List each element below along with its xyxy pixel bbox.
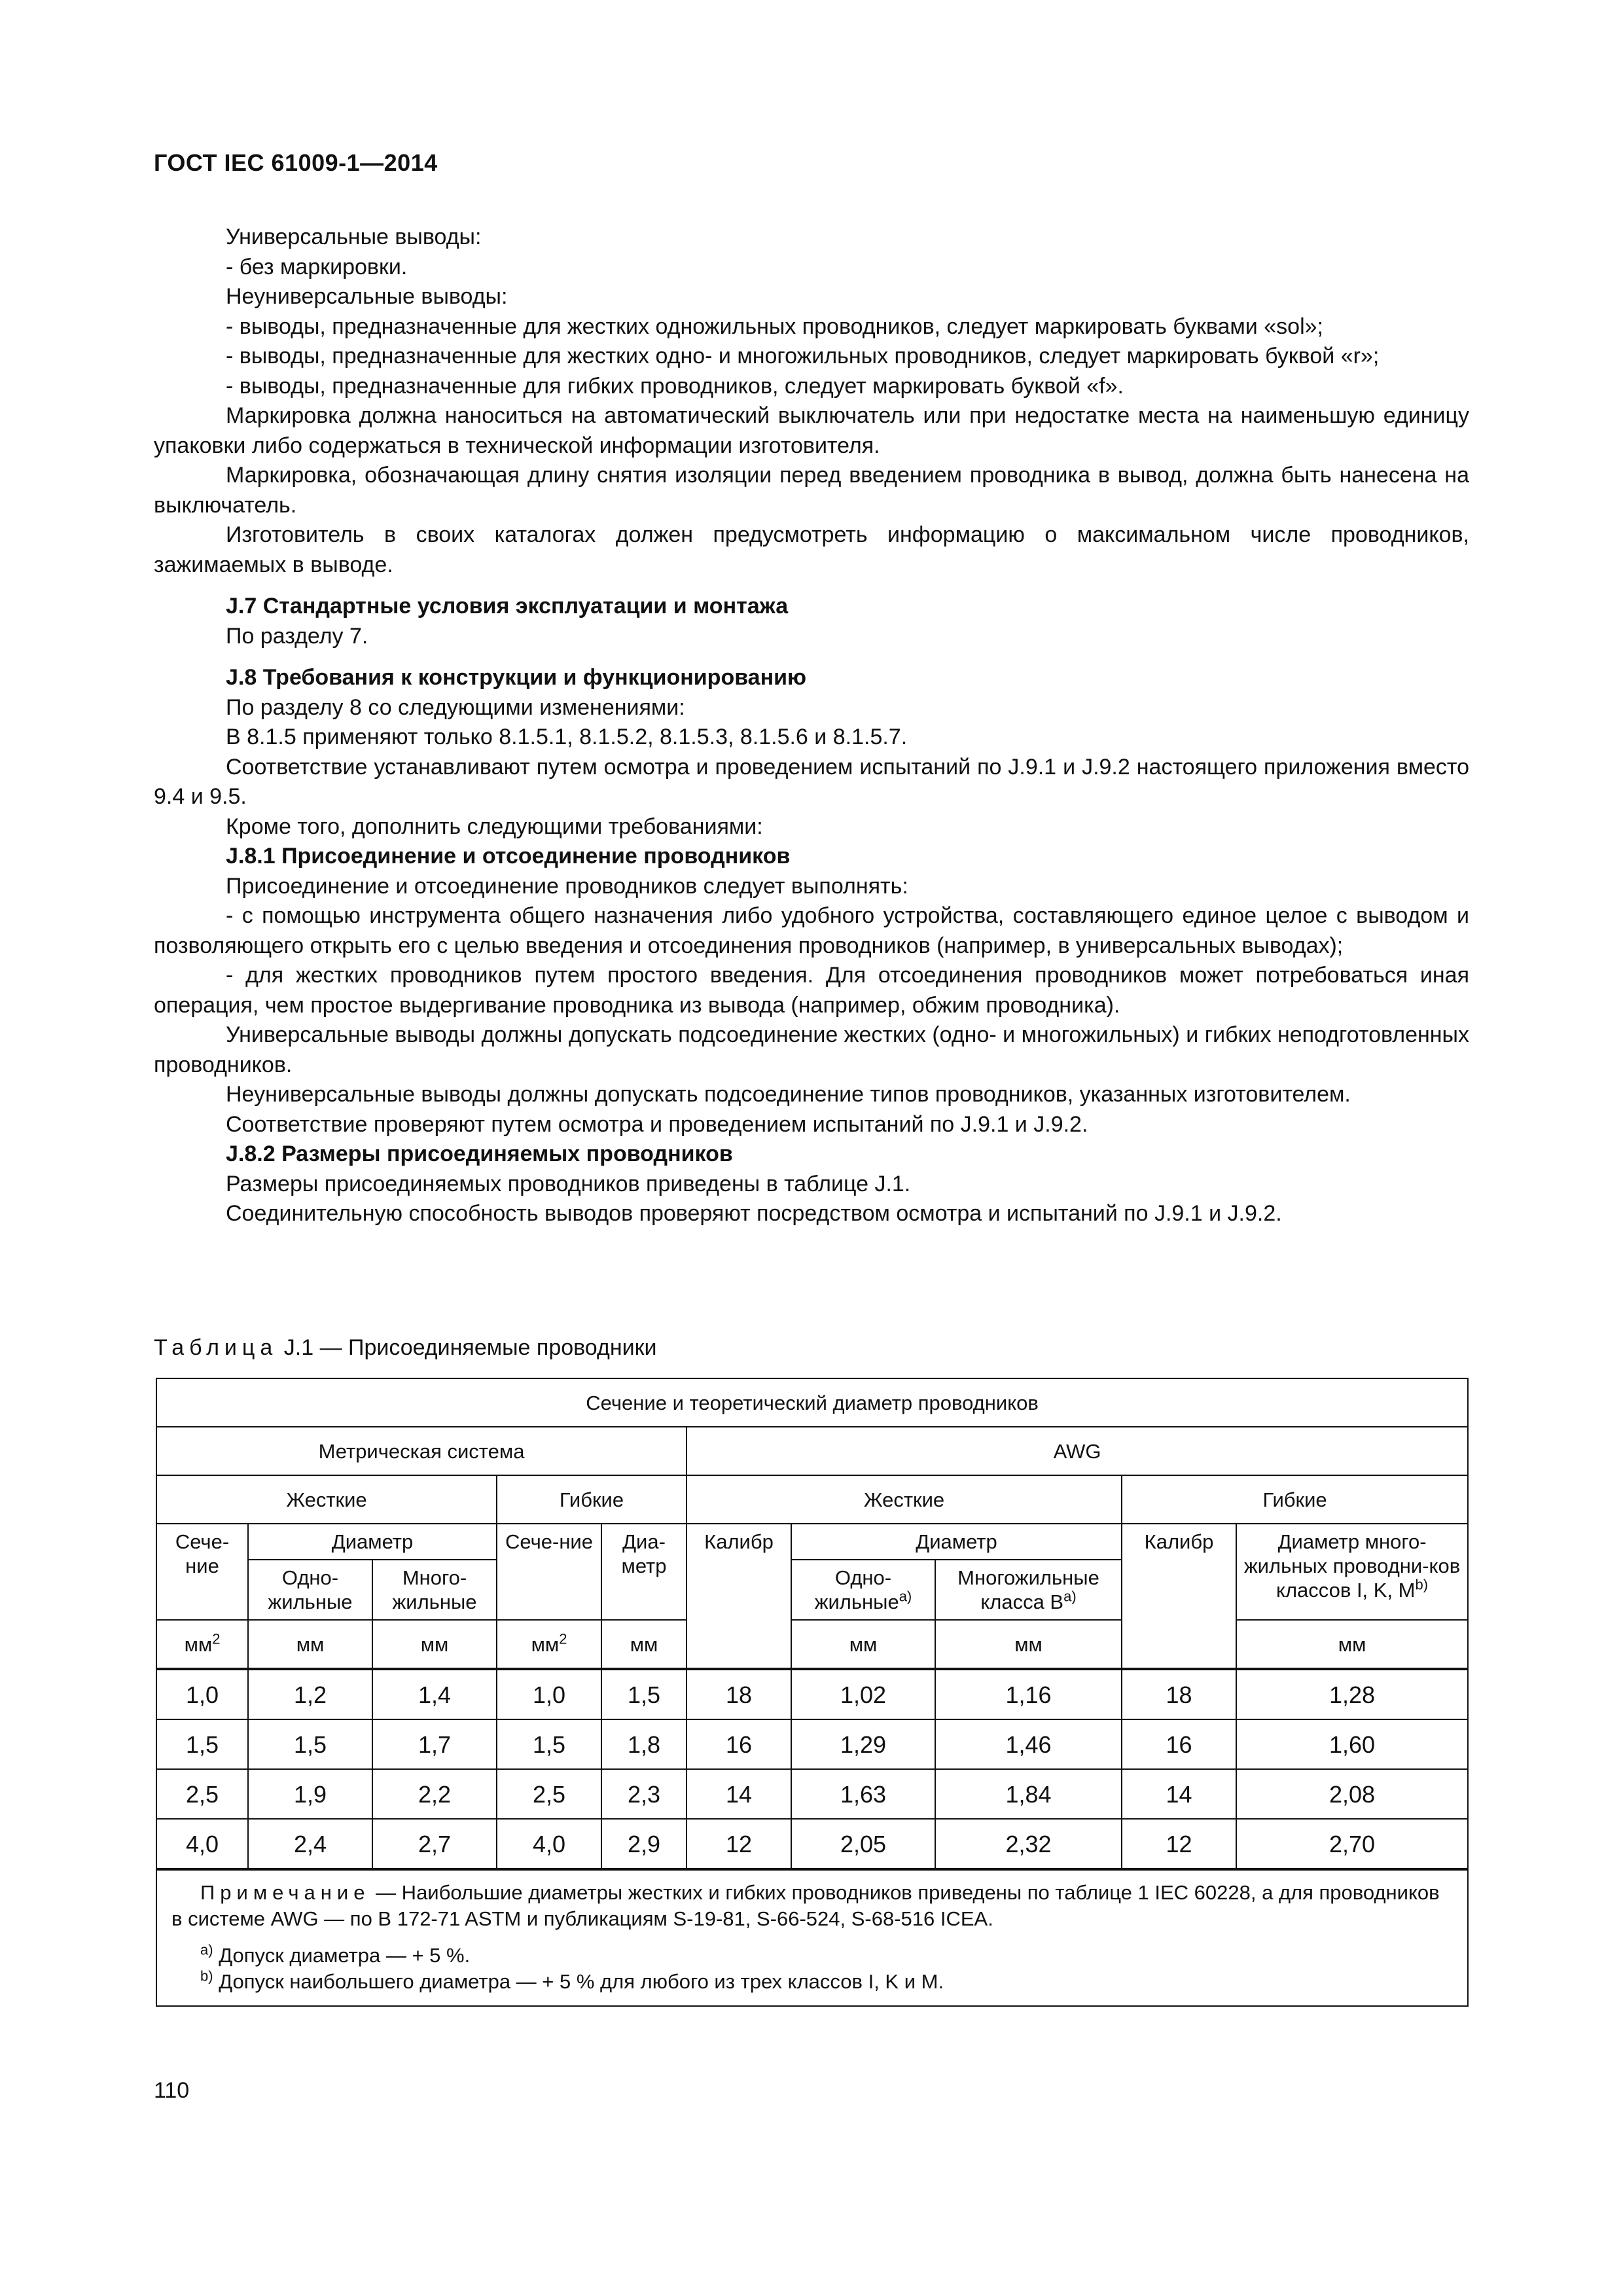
- table-row: [156, 1669, 1468, 1719]
- unit-mm: мм: [1236, 1620, 1468, 1669]
- paragraph: Универсальные выводы должны допускать подсоединение жестких (одно- и многожильных) и гибких неподготовленных проводников.: [154, 1022, 1469, 1077]
- table-caption: [154, 1335, 656, 1361]
- unit-mm: мм: [935, 1620, 1122, 1669]
- table-cell: 1,84: [935, 1769, 1122, 1819]
- table-cell: 16: [1122, 1719, 1236, 1769]
- table-cell: 4,0: [497, 1819, 601, 1869]
- paragraph: - с помощью инструмента общего назначения либо удобного устройства, составляющего единое целое с выводом и позволяющего открыть его с целью введения и отсоединения проводников (например, в универсальных выводах);: [154, 903, 1469, 958]
- table-row: [156, 1719, 1468, 1769]
- header-flex-awg-diameter: Диаметр много-жильных проводни-ков классов I, K, $M^{b)}$: [1236, 1524, 1468, 1620]
- table-cell: 2,5: [497, 1769, 601, 1819]
- table-cell: 1,2: [248, 1669, 372, 1719]
- table-cell: 1,8: [601, 1719, 687, 1769]
- paragraph: По разделу 7.: [226, 623, 368, 649]
- table-cell: 4,0: [156, 1819, 248, 1869]
- unit-mm2: $мм^2$: [497, 1620, 601, 1669]
- table-cell: 14: [1122, 1769, 1236, 1819]
- table-cell: 16: [687, 1719, 791, 1769]
- header-metric-rigid: Жесткие: [156, 1475, 497, 1524]
- table-cell: 12: [1122, 1819, 1236, 1869]
- document-header: ГОСТ IEC 61009-1—2014: [154, 149, 438, 176]
- table-cell: 1,60: [1236, 1719, 1468, 1769]
- table-cell: 1,02: [791, 1669, 935, 1719]
- paragraph: Маркировка должна наноситься на автоматический выключатель или при недостатке места на наименьшую единицу упаковки либо содержаться в технической информации изготовителя.: [154, 403, 1469, 458]
- table-cell: 1,46: [935, 1719, 1122, 1769]
- header-awg-diameter: Диаметр: [791, 1524, 1122, 1560]
- header-metric: Метрическая система: [156, 1427, 687, 1475]
- paragraph: Кроме того, дополнить следующими требованиями:: [226, 814, 763, 839]
- table-cell: 2,05: [791, 1819, 935, 1869]
- paragraph: - для жестких проводников путем простого введения. Для отсоединения проводников может потребоваться иная операция, чем простое выдергивание проводника из вывода (например, обжим проводника).: [154, 963, 1469, 1018]
- body-text: [154, 223, 1469, 1229]
- table-cell: 2,2: [372, 1769, 497, 1819]
- paragraph: Неуниверсальные выводы:: [226, 284, 508, 309]
- header-awg-rigid: Жесткие: [687, 1475, 1122, 1524]
- paragraph: Неуниверсальные выводы должны допускать подсоединение типов проводников, указанных изготовителем.: [226, 1082, 1351, 1107]
- table-cell: 1,5: [248, 1719, 372, 1769]
- header-main: Сечение и теоретический диаметр проводников: [156, 1378, 1468, 1427]
- note-text: — Наибольшие диаметры жестких и гибких проводников приведены по таблице 1 IEC 60228, а для проводников в системе AWG — по B 172-71 ASTM и публикациям S-19-81, S-66-524, S-68-516 ICEA.: [171, 1881, 1440, 1930]
- table-cell: 1,16: [935, 1669, 1122, 1719]
- table-caption-text: J.1 — Присоединяемые проводники: [283, 1335, 657, 1360]
- header-multi-awg: Многожильные класса $B^{a)}$: [935, 1560, 1122, 1620]
- table-cell: 18: [687, 1669, 791, 1719]
- paragraph: - выводы, предназначенные для гибких проводников, следует маркировать буквой «f».: [226, 373, 1124, 399]
- paragraph: Соединительную способность выводов проверяют посредством осмотра и испытаний по J.9.1 и J.9.2.: [226, 1201, 1282, 1226]
- header-single: Одно-жильные: [248, 1560, 372, 1620]
- note-label: Примечание: [200, 1881, 370, 1904]
- section-heading-j8: J.8 Требования к конструкции и функционированию: [226, 665, 807, 690]
- footnote-b: $^{b)}$ Допуск наибольшего диаметра — + 5 % для любого из трех классов I, K и M.: [200, 1967, 944, 1993]
- header-multi: Много-жильные: [372, 1560, 497, 1620]
- table-cell: 1,28: [1236, 1669, 1468, 1719]
- table-cell: 2,32: [935, 1819, 1122, 1869]
- paragraph: - выводы, предназначенные для жестких одно- и многожильных проводников, следует маркировать буквой «r»;: [226, 344, 1380, 368]
- paragraph: Изготовитель в своих каталогах должен предусмотреть информацию о максимальном числе проводников, зажимаемых в выводе.: [154, 522, 1469, 577]
- table-cell: 14: [687, 1769, 791, 1819]
- paragraph: Размеры присоединяемых проводников приведены в таблице J.1.: [226, 1171, 911, 1196]
- table-cell: 2,3: [601, 1769, 687, 1819]
- paragraph: - без маркировки.: [226, 254, 408, 279]
- header-diameter-flexible: Диа-метр: [601, 1524, 687, 1620]
- paragraph: Универсальные выводы:: [226, 224, 482, 249]
- header-metric-flexible: Гибкие: [497, 1475, 687, 1524]
- table-cell: 1,9: [248, 1769, 372, 1819]
- table-row: [156, 1769, 1468, 1819]
- header-awg-flexible: Гибкие: [1122, 1475, 1468, 1524]
- conductors-table: [156, 1378, 1469, 2007]
- table-cell: 2,4: [248, 1819, 372, 1869]
- table-caption-label: Таблица: [154, 1335, 278, 1360]
- paragraph: - выводы, предназначенные для жестких одножильных проводников, следует маркировать буквами «sol»;: [226, 314, 1323, 339]
- table-cell: 1,5: [601, 1669, 687, 1719]
- unit-mm: мм: [248, 1620, 372, 1669]
- paragraph: Маркировка, обозначающая длину снятия изоляции перед введением проводника в вывод, должна быть нанесена на выключатель.: [154, 463, 1469, 518]
- header-gauge-flexible: Калибр: [1122, 1524, 1236, 1669]
- footnote-a: $^{a)}$ Допуск диаметра — + 5 %.: [200, 1941, 471, 1967]
- table-cell: 1,7: [372, 1719, 497, 1769]
- header-section: Сече-ние: [156, 1524, 248, 1620]
- unit-mm: мм: [372, 1620, 497, 1669]
- table-cell: 1,63: [791, 1769, 935, 1819]
- paragraph: Присоединение и отсоединение проводников следует выполнять:: [226, 873, 908, 899]
- paragraph: Соответствие устанавливают путем осмотра и проведением испытаний по J.9.1 и J.9.2 настоящего приложения вместо 9.4 и 9.5.: [154, 754, 1469, 809]
- header-diameter: Диаметр: [248, 1524, 497, 1560]
- header-section-flexible: Сече-ние: [497, 1524, 601, 1620]
- table-cell: 2,08: [1236, 1769, 1468, 1819]
- table-cell: 18: [1122, 1669, 1236, 1719]
- header-gauge: Калибр: [687, 1524, 791, 1669]
- table-cell: 2,9: [601, 1819, 687, 1869]
- table-cell: 1,5: [497, 1719, 601, 1769]
- table-cell: 1,0: [497, 1669, 601, 1719]
- section-heading-j7: J.7 Стандартные условия эксплуатации и монтажа: [226, 594, 789, 619]
- note-paragraph: [171, 1880, 1453, 1932]
- table-cell: 1,5: [156, 1719, 248, 1769]
- table-cell: 1,0: [156, 1669, 248, 1719]
- table-row: [156, 1819, 1468, 1869]
- table-cell: 1,29: [791, 1719, 935, 1769]
- unit-mm: мм: [791, 1620, 935, 1669]
- table-cell: 2,7: [372, 1819, 497, 1869]
- section-heading-j81: J.8.1 Присоединение и отсоединение проводников: [226, 844, 791, 869]
- paragraph: В 8.1.5 применяют только 8.1.5.1, 8.1.5.2, 8.1.5.3, 8.1.5.6 и 8.1.5.7.: [226, 725, 908, 749]
- table-cell: 2,70: [1236, 1819, 1468, 1869]
- unit-mm: мм: [601, 1620, 687, 1669]
- header-awg: AWG: [687, 1427, 1468, 1475]
- table-cell: 2,5: [156, 1769, 248, 1819]
- section-heading-j82: J.8.2 Размеры присоединяемых проводников: [226, 1141, 733, 1166]
- paragraph: По разделу 8 со следующими изменениями:: [226, 694, 685, 720]
- paragraph: Соответствие проверяют путем осмотра и проведением испытаний по J.9.1 и J.9.2.: [226, 1111, 1088, 1137]
- page-number: 110: [154, 2078, 190, 2103]
- unit-mm2: $мм^2$: [156, 1620, 248, 1669]
- table-cell: 1,4: [372, 1669, 497, 1719]
- table-cell: 12: [687, 1819, 791, 1869]
- table-note: [156, 1869, 1468, 2006]
- header-single-awg: Одно-жильные$^{a)}$: [791, 1560, 935, 1620]
